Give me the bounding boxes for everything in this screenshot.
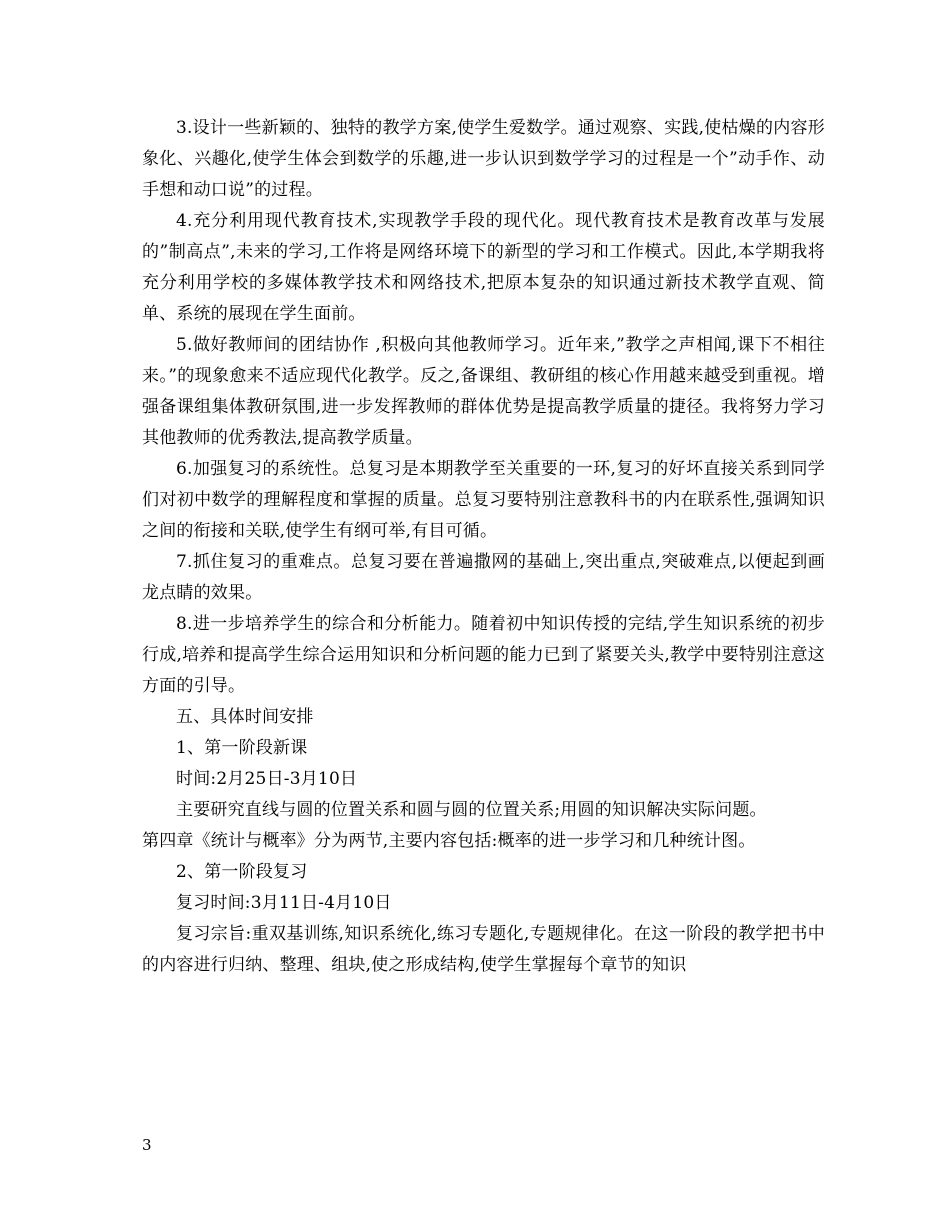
section-heading-schedule: 五、具体时间安排 <box>176 707 314 727</box>
page-number: 3 <box>142 1136 152 1154</box>
paragraph-item-6: 6.加强复习的系统性。总复习是本期教学至关重要的一环,复习的好坏直接关系到同学们对初中数学的理解程度和掌握的质量。总复习要特别注意教科书的内在联系性,强调知识之间的衔接和关联,使学生有纲可举,有目可循。 <box>142 459 825 541</box>
paragraph-item-4: 4.充分利用现代教育技术,实现教学手段的现代化。现代教育技术是教育改革与发展的”制高点”,未来的学习,工作将是网络环境下的新型的学习和工作模式。因此,本学期我将充分利用学校的多媒体教学技术和网络技术,把原本复杂的知识通过新技术教学直观、简单、系统的展现在学生面前。 <box>142 211 825 324</box>
review-time: 复习时间:3月11日-4月10日 <box>176 893 392 913</box>
phase-1-content: 主要研究直线与圆的位置关系和圆与圆的位置关系;用圆的知识解决实际问题。 <box>176 800 767 820</box>
subheading-phase-1-new-lessons: 1、第一阶段新课 <box>176 738 308 758</box>
subheading-phase-1-review: 2、第一阶段复习 <box>176 862 308 882</box>
review-purpose: 复习宗旨:重双基训练,知识系统化,练习专题化,专题规律化。在这一阶段的教学把书中的内容进行归纳、整理、组块,使之形成结构,使学生掌握每个章节的知识 <box>142 924 825 975</box>
paragraph-item-3: 3.设计一些新颖的、独特的教学方案,使学生爱数学。通过观察、实践,使枯燥的内容形象化、兴趣化,使学生体会到数学的乐趣,进一步认识到数学学习的过程是一个”动手作、动手想和动口说”的过程。 <box>142 118 825 200</box>
paragraph-item-8: 8.进一步培养学生的综合和分析能力。随着初中知识传授的完结,学生知识系统的初步行成,培养和提高学生综合运用知识和分析问题的能力已到了紧要关头,教学中要特别注意这方面的引导。 <box>142 614 825 696</box>
document-body <box>142 113 825 981</box>
phase-1-time: 时间:2月25日-3月10日 <box>176 769 358 789</box>
paragraph-item-5: 5.做好教师间的团结协作 ,积极向其他教师学习。近年来,”教学之声相闻,课下不相往来。”的现象愈来不适应现代化教学。反之,备课组、教研组的核心作用越来越受到重视。增强备课组集体教研氛围,进一步发挥教师的群体优势是提高教学质量的捷径。我将努力学习其他教师的优秀教法,提高教学质量。 <box>142 335 825 448</box>
paragraph-item-7: 7.抓住复习的重难点。总复习要在普遍撒网的基础上,突出重点,突破难点,以便起到画龙点睛的效果。 <box>142 552 825 603</box>
chapter-4-content: 第四章《统计与概率》分为两节,主要内容包括:概率的进一步学习和几种统计图。 <box>142 831 756 851</box>
